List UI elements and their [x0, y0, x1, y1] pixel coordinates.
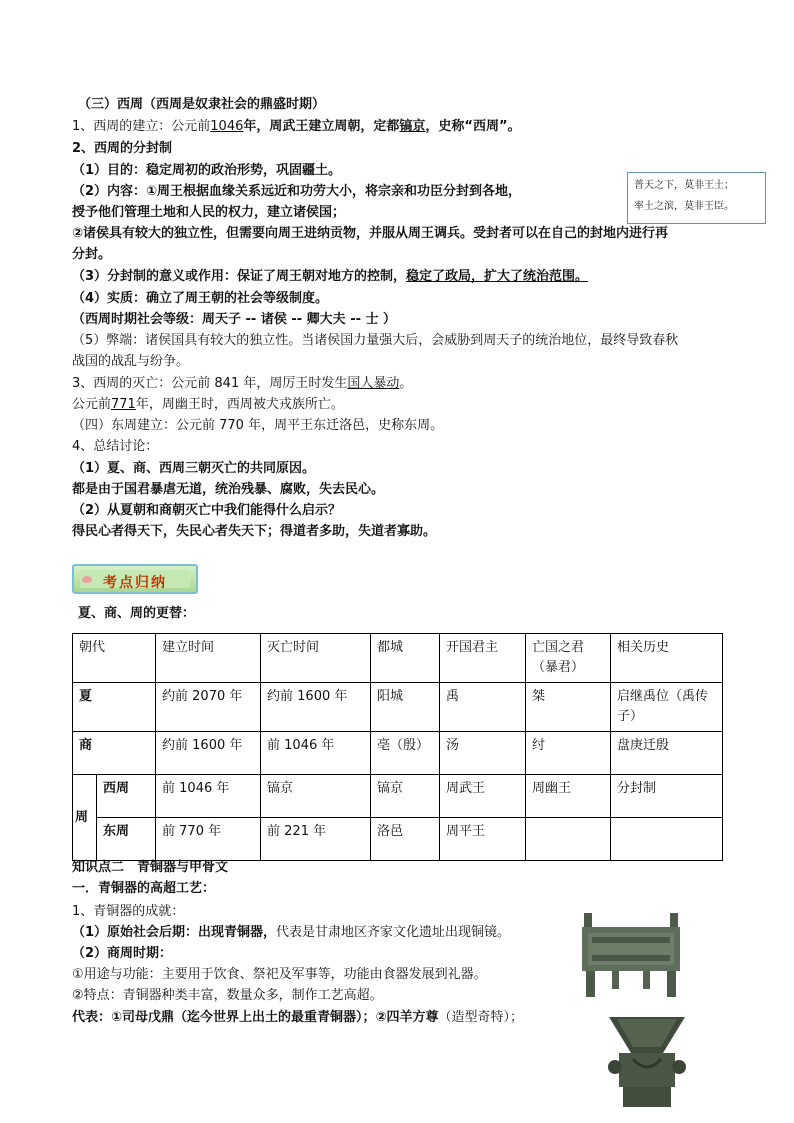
- table-row: [73, 732, 723, 775]
- capital-blank: 镐京: [399, 119, 426, 134]
- table-cell: 启继禹位（禹传子）: [611, 683, 723, 732]
- fenfeng-drawback-1: （5）弊端：诸侯国具有较大的独立性。当诸侯国力量强大后，会威胁到周天子的统治地位，最终导致春秋: [72, 333, 679, 348]
- dongzhou-establishment: （四）东周建立：公元前 770 年，周平王东迁洛邑，史称东周。: [72, 418, 444, 433]
- bronze-shangzhou: （2）商周时期：: [72, 946, 173, 961]
- summary-q2: （2）从夏朝和商朝灭亡中我们能得什么启示？: [72, 503, 342, 518]
- fenfeng-essence: （4）实质：确立了周王朝的社会等级制度。: [72, 291, 329, 306]
- summary-a1: 都是由于国君暴虐无道，统治残暴、腐败，失去民心。: [72, 482, 385, 497]
- underlined-text: 稳定了政局，扩大了统治范围。: [406, 269, 589, 284]
- text: ，史称“西周”。: [425, 119, 521, 134]
- text: 。: [399, 376, 413, 391]
- table-cell: 镐京: [371, 775, 440, 818]
- table-header-cell: 建立时间: [156, 634, 261, 683]
- table-cell: 盘庚迁殷: [611, 732, 723, 775]
- fenfeng-content-3: ②诸侯具有较大的独立性，但需要向周王进纳贡物，并服从周王调兵。受封者可以在自己的封地内进行再: [72, 226, 669, 241]
- bronze-primitive: [72, 924, 510, 942]
- summary-a2: 得民心者得天下，失民心者失天下；得道者多助，失道者寡助。: [72, 524, 437, 539]
- table-cell: 周幽王: [526, 775, 611, 818]
- xizhou-fall-2: [72, 396, 344, 414]
- summary-q1: （1）夏、商、西周三朝灭亡的共同原因。: [72, 461, 316, 476]
- text: 年，周幽王时，西周被犬戎族所亡。: [135, 397, 344, 412]
- table-cell: 夏: [73, 683, 156, 732]
- bronze-feature: ②特点：青铜器种类丰富，数量众多，制作工艺高超。: [72, 988, 383, 1003]
- table-header-cell: 都城: [371, 634, 440, 683]
- text: （3）分封制的意义或作用：保证了周王朝对地方的控制，: [72, 269, 407, 284]
- table-cell: 纣: [526, 732, 611, 775]
- text: （1）原始社会后期：出现青铜器，: [72, 925, 277, 940]
- quote-line-2: 率土之滨，莫非王臣。: [634, 201, 734, 212]
- summary-heading: 4、总结讨论：: [72, 439, 159, 454]
- table-cell: 周平王: [440, 818, 526, 861]
- kaodian-badge: [72, 564, 198, 594]
- simuwu-ding-image: [580, 907, 682, 999]
- table-cell-zhou: 周: [73, 775, 97, 861]
- fenfeng-content-4: 分封。: [72, 247, 112, 262]
- social-hierarchy: （西周时期社会等级：周天子 -- 诸侯 -- 卿大夫 -- 士 ）: [72, 312, 397, 327]
- table-cell: 禹: [440, 683, 526, 732]
- table-header-cell: 开国君主: [440, 634, 526, 683]
- table-cell: [611, 818, 723, 861]
- table-cell: 前 1046 年: [261, 732, 371, 775]
- table-cell: [526, 818, 611, 861]
- table-cell: 约前 2070 年: [156, 683, 261, 732]
- table-row: [73, 775, 723, 818]
- xizhou-fall-1: [72, 375, 412, 393]
- table-cell: 镐京: [261, 775, 371, 818]
- table-cell: 商: [73, 732, 156, 775]
- table-cell: 桀: [526, 683, 611, 732]
- table-cell: 汤: [440, 732, 526, 775]
- bronze-achievement: 1、青铜器的成就：: [72, 904, 185, 919]
- bronze-usage: ①用途与功能：主要用于饮食、祭祀及军事等，功能由食器发展到礼器。: [72, 967, 487, 982]
- table-header-cell: 灭亡时间: [261, 634, 371, 683]
- table-cell: 前 1046 年: [156, 775, 261, 818]
- section-title-xizhou: （三）西周（西周是奴隶社会的鼎盛时期）: [78, 97, 326, 112]
- xizhou-establishment: [72, 118, 521, 136]
- text: 3、西周的灭亡：公元前 841 年，周厉王时发生: [72, 376, 348, 391]
- underlined-text: 国人暴动: [347, 376, 400, 391]
- table-header-cell: 朝代: [73, 634, 156, 683]
- text: 年，周武王建立周朝，定都: [243, 119, 400, 134]
- fenfeng-significance: [72, 268, 588, 286]
- badge-label: 考点归纳: [103, 575, 167, 591]
- bronze-heading: 一．青铜器的高超工艺：: [72, 881, 216, 896]
- table-cell: 约前 1600 年: [261, 683, 371, 732]
- text: （造型奇特）；: [438, 1010, 524, 1025]
- fenfeng-content-1: （2）内容：①周王根据血缘关系远近和功劳大小，将宗亲和功臣分封到各地，: [72, 184, 522, 199]
- table-cell: 西周: [97, 775, 156, 818]
- bronze-representatives: [72, 1009, 523, 1027]
- table-header-cell: 相关历史: [611, 634, 723, 683]
- quote-line-1: 普天之下，莫非王土；: [634, 180, 734, 191]
- fenfeng-drawback-2: 战国的战乱与纷争。: [72, 354, 190, 369]
- year-blank: 771: [111, 397, 136, 412]
- table-cell: 约前 1600 年: [156, 732, 261, 775]
- text: 1、西周的建立：公元前: [72, 119, 211, 134]
- quote-box: [627, 172, 766, 224]
- knowledge-point-2: 知识点二 青铜器与甲骨文: [72, 860, 229, 875]
- table-cell: 前 770 年: [156, 818, 261, 861]
- table-cell: 分封制: [611, 775, 723, 818]
- fenfeng-heading: 2、西周的分封制: [72, 141, 173, 156]
- table-cell: 东周: [97, 818, 156, 861]
- table-header-cell: 亡国之君（暴君）: [526, 634, 611, 683]
- table-cell: 前 221 年: [261, 818, 371, 861]
- text: 代表：①司母戊鼎（迄今世界上出土的最重青铜器）；②四羊方尊: [72, 1010, 439, 1025]
- siyang-fangzun-image: [605, 1013, 689, 1109]
- text: 公元前: [72, 397, 112, 412]
- table-title: 夏、商、周的更替：: [78, 606, 196, 621]
- dynasty-table: [72, 633, 723, 861]
- table-cell: 阳城: [371, 683, 440, 732]
- table-row: [73, 818, 723, 861]
- table-cell: 周武王: [440, 775, 526, 818]
- fenfeng-content-2: 授予他们管理土地和人民的权力，建立诸侯国；: [72, 205, 346, 220]
- table-header-row: [73, 634, 723, 683]
- fenfeng-purpose: （1）目的：稳定周初的政治形势，巩固疆土。: [72, 163, 342, 178]
- year-blank: 1046: [210, 119, 244, 134]
- table-row: [73, 683, 723, 732]
- table-cell: 亳（殷）: [371, 732, 440, 775]
- text: 代表是甘肃地区齐家文化遗址出现铜镜。: [276, 925, 511, 940]
- table-cell: 洛邑: [371, 818, 440, 861]
